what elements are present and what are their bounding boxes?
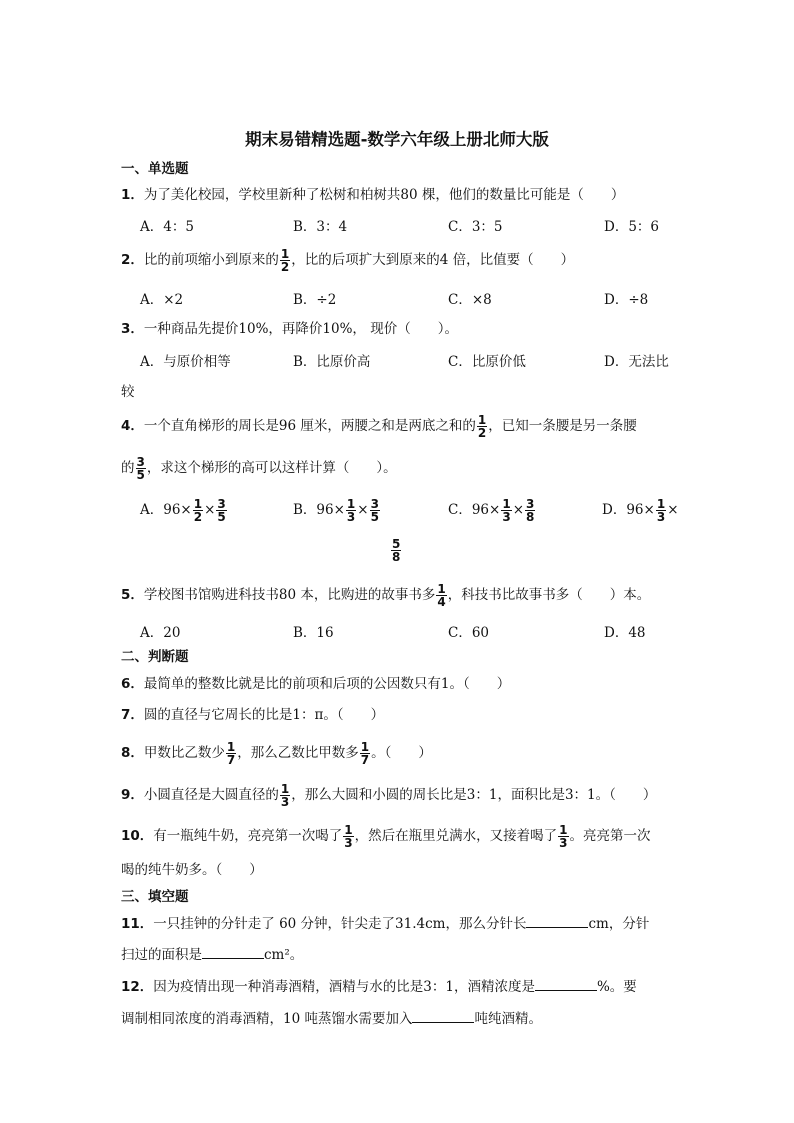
question-text: 有一瓶纯牛奶，亮亮第一次喝了 bbox=[153, 828, 343, 844]
q5-option-b[interactable]: B．16 bbox=[293, 625, 334, 641]
question-text: ，那么大圆和小圆的周长比是3：1，面积比是3：1。（ ） bbox=[291, 787, 657, 803]
question-text: 比的前项缩小到原来的 bbox=[143, 252, 279, 268]
question-number: 1． bbox=[121, 187, 144, 203]
q3-option-a[interactable]: A．与原价相等 bbox=[140, 354, 231, 370]
fraction: $\frac{1}{3}$ bbox=[280, 782, 290, 809]
q1-option-a[interactable]: A．4：5 bbox=[140, 219, 194, 235]
q1-option-c[interactable]: C．3：5 bbox=[448, 219, 503, 235]
fraction: $\frac{1}{7}$ bbox=[360, 740, 370, 767]
question-number: 5． bbox=[121, 587, 144, 603]
q5-option-a[interactable]: A．20 bbox=[140, 625, 181, 641]
question-12 bbox=[121, 978, 637, 996]
question-number: 7． bbox=[121, 707, 144, 723]
question-text: 的 bbox=[121, 460, 135, 476]
question-text: 最简单的整数比就是比的前项和后项的公因数只有1。（ ） bbox=[143, 676, 511, 692]
question-10 bbox=[121, 824, 651, 849]
question-7 bbox=[121, 706, 384, 724]
question-4-line-2 bbox=[121, 456, 397, 481]
answer-blank[interactable] bbox=[526, 915, 588, 928]
question-6 bbox=[121, 675, 510, 693]
answer-blank[interactable] bbox=[535, 978, 597, 991]
question-text: ，求这个梯形的高可以这样计算（ ）。 bbox=[146, 460, 397, 476]
question-4 bbox=[121, 414, 637, 439]
question-2 bbox=[121, 248, 574, 273]
question-text: 为了美化校园，学校里新种了松树和柏树共80 棵，他们的数量比可能是（ ） bbox=[143, 187, 625, 203]
q4-option-d[interactable]: D．96× $\frac{1}{3}$ × bbox=[602, 497, 679, 524]
question-text: 。（ ） bbox=[371, 745, 432, 761]
question-text: 一只挂钟的分针走了 60 分钟，针尖走了31.4cm，那么分针长 bbox=[153, 916, 527, 932]
question-11 bbox=[121, 915, 649, 933]
question-1 bbox=[121, 186, 624, 204]
fraction: $\frac{1}{2}$ bbox=[477, 413, 487, 440]
q5-option-d[interactable]: D．48 bbox=[604, 625, 646, 641]
question-text: ，比的后项扩大到原来的4 倍，比值要（ ） bbox=[291, 252, 575, 268]
question-number: 3． bbox=[121, 321, 144, 337]
question-11-line-2 bbox=[121, 946, 303, 964]
section-heading-fill-in: 三、填空题 bbox=[121, 889, 189, 905]
question-text: 。亮亮第一次 bbox=[569, 828, 651, 844]
question-number: 2． bbox=[121, 252, 144, 268]
question-text: 甲数比乙数少 bbox=[143, 745, 225, 761]
question-12-line-2 bbox=[121, 1010, 542, 1028]
q2-option-a[interactable]: A．×2 bbox=[140, 292, 184, 308]
question-number: 6． bbox=[121, 676, 144, 692]
question-number: 12． bbox=[121, 979, 154, 995]
question-text: 学校图书馆购进科技书80 本，比购进的故事书多 bbox=[143, 587, 436, 603]
fraction: $\frac{1}{3}$ bbox=[559, 823, 568, 850]
section-heading-single-choice: 一、单选题 bbox=[121, 161, 189, 177]
question-text: ，然后在瓶里兑满水，又接着喝了 bbox=[354, 828, 558, 844]
question-text: 圆的直径与它周长的比是1：π。（ ） bbox=[143, 707, 385, 723]
question-text: 一种商品先提价10%，再降价10%， 现价（ ）。 bbox=[143, 321, 458, 337]
question-number: 8． bbox=[121, 745, 144, 761]
q4-option-a[interactable]: A．96× $\frac{1}{2}$ × $\frac{3}{5}$ bbox=[140, 497, 226, 524]
q3-option-b[interactable]: B．比原价高 bbox=[293, 354, 371, 370]
q4-option-c[interactable]: C．96× $\frac{1}{3}$ × $\frac{3}{8}$ bbox=[448, 497, 535, 524]
question-8 bbox=[121, 741, 432, 766]
q4-option-b[interactable]: B．96× $\frac{1}{3}$ × $\frac{3}{5}$ bbox=[293, 497, 379, 524]
q2-option-d[interactable]: D．÷8 bbox=[604, 292, 649, 308]
q3-option-d[interactable]: D．无法比 bbox=[604, 354, 669, 370]
q3-option-d-continued: 较 bbox=[121, 384, 135, 400]
question-text: %。要 bbox=[596, 979, 637, 995]
question-text: ，那么乙数比甲数多 bbox=[237, 745, 359, 761]
fraction: $\frac{1}{2}$ bbox=[280, 247, 290, 274]
fraction: $\frac{1}{7}$ bbox=[226, 740, 236, 767]
fraction: $\frac{1}{3}$ bbox=[344, 823, 353, 850]
question-text: cm，分针 bbox=[588, 916, 650, 932]
answer-blank[interactable] bbox=[412, 1010, 474, 1023]
fraction: $\frac{1}{4}$ bbox=[437, 582, 446, 609]
question-text: ，已知一条腰是另一条腰 bbox=[488, 418, 637, 434]
question-text: 调制相同浓度的消毒酒精，10 吨蒸馏水需要加入 bbox=[121, 1011, 413, 1027]
section-heading-true-false: 二、判断题 bbox=[121, 649, 189, 665]
question-5 bbox=[121, 583, 650, 608]
question-3 bbox=[121, 320, 458, 338]
question-10-line-2: 喝的纯牛奶多。（ ） bbox=[121, 862, 263, 878]
question-9 bbox=[121, 783, 656, 808]
question-text: 因为疫情出现一种消毒酒精，酒精与水的比是3：1，酒精浓度是 bbox=[153, 979, 535, 995]
fraction: $\frac{3}{5}$ bbox=[136, 455, 145, 482]
q2-option-c[interactable]: C．×8 bbox=[448, 292, 492, 308]
question-number: 9． bbox=[121, 787, 144, 803]
page-title: 期末易错精选题-数学六年级上册北师大版 bbox=[245, 130, 549, 149]
q4-option-d-continued: $\frac{5}{8}$ bbox=[392, 537, 401, 564]
q2-option-b[interactable]: B．÷2 bbox=[293, 292, 337, 308]
question-number: 4． bbox=[121, 418, 144, 434]
question-number: 10． bbox=[121, 828, 154, 844]
q5-option-c[interactable]: C．60 bbox=[448, 625, 490, 641]
q3-option-c[interactable]: C．比原价低 bbox=[448, 354, 526, 370]
question-text: ，科技书比故事书多（ ）本。 bbox=[447, 587, 651, 603]
question-text: 吨纯酒精。 bbox=[474, 1011, 542, 1027]
q1-option-b[interactable]: B．3：4 bbox=[293, 219, 348, 235]
answer-blank[interactable] bbox=[202, 946, 264, 959]
question-text: 扫过的面积是 bbox=[121, 947, 202, 963]
question-text: cm²。 bbox=[264, 947, 304, 963]
question-text: 一个直角梯形的周长是96 厘米，两腰之和是两底之和的 bbox=[143, 418, 476, 434]
question-number: 11． bbox=[121, 916, 154, 932]
q1-option-d[interactable]: D．5：6 bbox=[604, 219, 660, 235]
question-text: 小圆直径是大圆直径的 bbox=[143, 787, 279, 803]
